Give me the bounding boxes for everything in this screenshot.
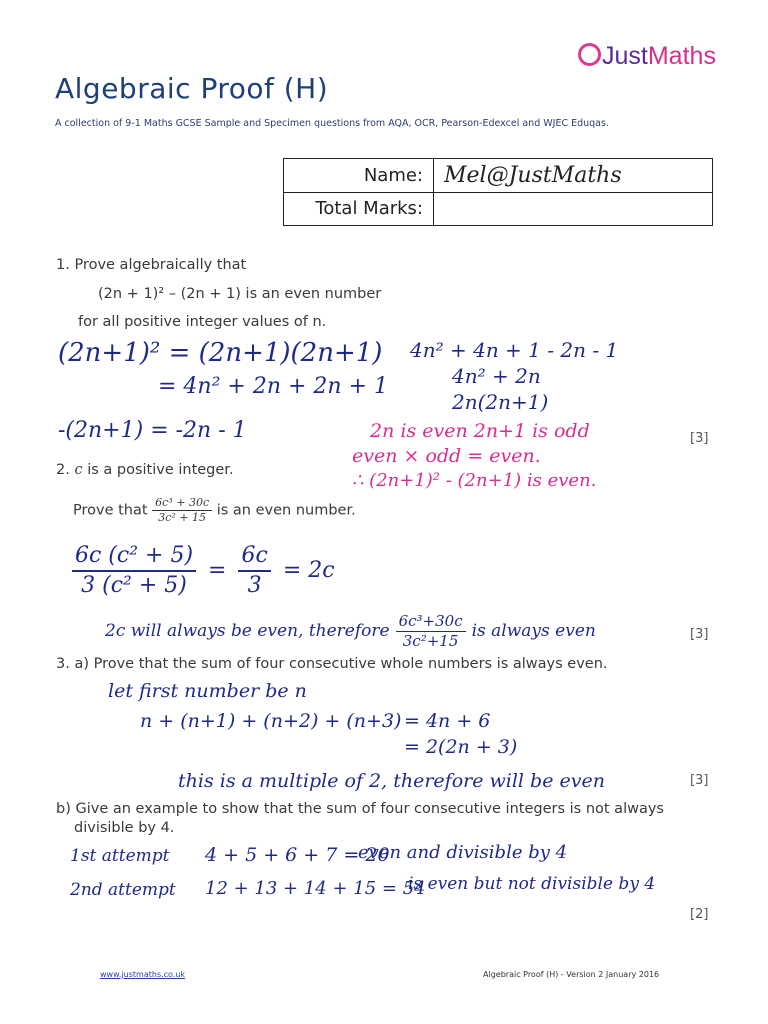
q1-work-line: 4n² + 2n <box>452 364 541 388</box>
total-marks-value <box>434 192 713 226</box>
q2-prove-suffix: is an even number. <box>216 502 356 519</box>
q3b-attempt-sum: 12 + 13 + 14 + 15 = 54 <box>205 878 426 899</box>
q2-fraction-denominator: 3c² + 15 <box>158 510 207 524</box>
q1-prompt: 1. Prove algebraically that <box>56 257 247 273</box>
justmaths-logo <box>578 42 716 71</box>
page-title: Algebraic Proof (H) <box>55 72 329 105</box>
q1-pink-note: 2n is even 2n+1 is odd <box>370 420 590 442</box>
q3b-attempt-label: 1st attempt <box>70 846 170 866</box>
q1-pink-note: even × odd = even. <box>352 445 541 467</box>
q2-variable: c <box>74 462 83 478</box>
q3a-work-line: = 2(2n + 3) <box>404 736 518 758</box>
q2-work-result: = 2c <box>282 558 335 583</box>
q2-fraction <box>152 496 212 525</box>
q1-condition: for all positive integer values of n. <box>78 314 327 330</box>
name-value: Mel@JustMaths <box>434 159 713 193</box>
q3b-prompt-continued: divisible by 4. <box>74 820 175 836</box>
q2-conclusion-end: is always even <box>471 621 596 642</box>
q1-work-line: (2n+1)² = (2n+1)(2n+1) <box>58 338 383 368</box>
q3b-attempt-note: is even but not divisible by 4 <box>408 874 656 894</box>
q2-work-numerator: 6c (c² + 5) <box>72 542 196 572</box>
q3a-work-line: = 4n + 6 <box>404 710 491 732</box>
q3b-prompt: b) Give an example to show that the sum of four consecutive integers is not always <box>56 801 664 817</box>
q2-number: 2. <box>56 462 70 478</box>
q1-work-line: = 4n² + 2n + 2n + 1 <box>158 374 389 399</box>
q2-prompt-rest: is a positive integer. <box>87 462 234 478</box>
q2-conclusion-fraction <box>396 612 466 651</box>
q3b-attempt-sum: 4 + 5 + 6 + 7 = 20 <box>205 844 390 866</box>
logo-suffix: Maths <box>647 42 716 70</box>
name-label: Name: <box>284 159 434 193</box>
q2-work-mid-numerator: 6c <box>238 542 270 572</box>
q2-work-denominator: 3 (c² + 5) <box>81 572 187 598</box>
q3a-work-line: let first number be n <box>108 680 307 702</box>
q2-work-fraction <box>72 542 196 599</box>
q2-prompt <box>56 462 234 478</box>
logo-prefix: Just <box>602 42 648 70</box>
q1-work-line: 4n² + 4n + 1 - 2n - 1 <box>410 338 619 362</box>
q2-prove-prefix: Prove that <box>73 502 148 519</box>
q2-conclusion-denominator: 3c²+15 <box>402 631 459 650</box>
marks-table <box>283 158 713 226</box>
logo-ring-icon <box>578 43 601 66</box>
q2-conclusion <box>105 612 596 651</box>
q3a-prompt: 3. a) Prove that the sum of four consecutive whole numbers is always even. <box>56 656 608 672</box>
q3a-marks: [3] <box>690 773 709 788</box>
q2-prove-line <box>73 496 356 525</box>
q1-pink-note: ∴ (2n+1)² - (2n+1) is even. <box>352 470 597 491</box>
total-marks-label: Total Marks: <box>284 192 434 226</box>
q2-marks: [3] <box>690 627 709 642</box>
q3b-marks: [2] <box>690 907 709 922</box>
footer-link-wrap <box>100 970 185 979</box>
q1-work-line: 2n(2n+1) <box>452 390 549 414</box>
q1-work-line: -(2n+1) = -2n - 1 <box>58 418 247 443</box>
q2-work-simplified <box>238 542 270 599</box>
q2-work-mid-denominator: 3 <box>247 572 262 598</box>
q2-conclusion-start: 2c will always be even, therefore <box>105 621 390 642</box>
q3a-work-line: n + (n+1) + (n+2) + (n+3) <box>140 710 402 732</box>
footer-url-link[interactable]: www.justmaths.co.uk <box>100 970 186 979</box>
footer-version: Algebraic Proof (H) - Version 2 January 2016 <box>483 970 660 979</box>
q3b-attempt-label: 2nd attempt <box>70 880 176 900</box>
q3b-attempt-note: even and divisible by 4 <box>358 842 568 863</box>
q2-work-equals: = <box>208 558 227 583</box>
q2-conclusion-numerator: 6c³+30c <box>396 612 466 632</box>
q2-working <box>72 542 335 599</box>
page-subtitle: A collection of 9-1 Maths GCSE Sample and Specimen questions from AQA, OCR, Pearson-Edexcel and WJEC Eduqas. <box>55 118 609 129</box>
q3a-work-line: this is a multiple of 2, therefore will be even <box>178 770 605 792</box>
q1-expression: (2n + 1)² – (2n + 1) is an even number <box>98 286 382 302</box>
q2-fraction-numerator: 6c³ + 30c <box>152 496 212 511</box>
q1-marks: [3] <box>690 431 709 446</box>
